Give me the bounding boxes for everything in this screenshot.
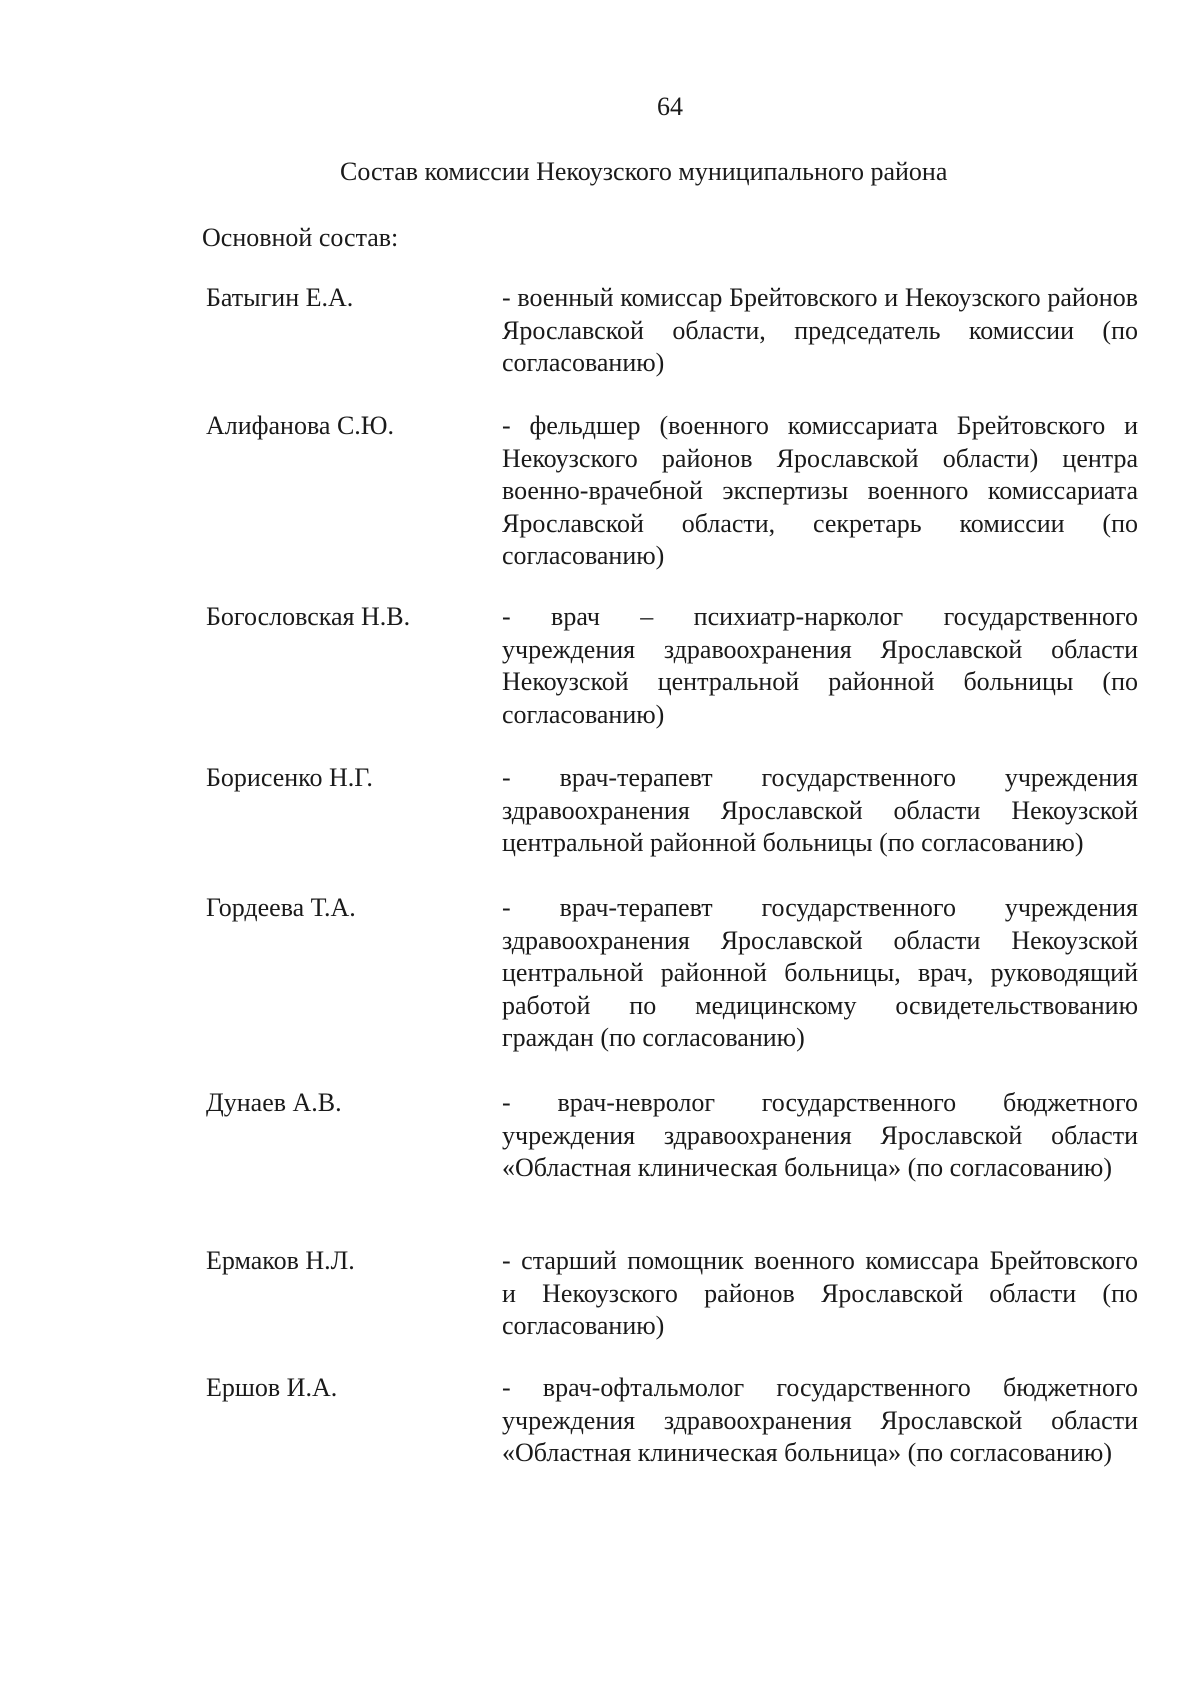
member-role: - врач-терапевт государственного учреждения здравоохранения Ярославской области Некоузской центральной районной больницы (по согласованию) xyxy=(502,763,1138,857)
member-name: Борисенко Н.Г. xyxy=(206,763,373,792)
member-name: Алифанова С.Ю. xyxy=(206,411,395,440)
member-role: - врач-невролог государственного бюджетного учреждения здравоохранения Ярославской области «Областная клиническая больница» (по согласованию) xyxy=(502,1088,1138,1182)
document-title: Состав комиссии Некоузского муниципального района xyxy=(340,157,948,186)
member-role: - врач-офтальмолог государственного бюджетного учреждения здравоохранения Ярославской области «Областная клиническая больница» (по согласованию) xyxy=(502,1373,1138,1467)
member-name: Гордеева Т.А. xyxy=(206,893,356,922)
member-role: - врач – психиатр-нарколог государственного учреждения здравоохранения Ярославской области Некоузской центральной районной больницы (по согласованию) xyxy=(502,602,1138,729)
section-label: Основной состав: xyxy=(202,223,399,252)
member-name: Ершов И.А. xyxy=(206,1373,338,1402)
member-role: - врач-терапевт государственного учреждения здравоохранения Ярославской области Некоузской центральной районной больницы, врач, руководящий работой по медицинскому освидетельствованию граждан (по согласованию) xyxy=(502,893,1138,1052)
member-role: - фельдшер (военного комиссариата Брейтовского и Некоузского районов Ярославской области) центра военно-врачебной экспертизы военного комиссариата Ярославской области, секретарь комиссии (по согласованию) xyxy=(502,411,1138,570)
member-role: - старший помощник военного комиссара Брейтовского и Некоузского районов Ярославской области (по согласованию) xyxy=(502,1246,1138,1340)
member-name: Батыгин Е.А. xyxy=(206,283,354,312)
page-number: 64 xyxy=(657,92,683,121)
member-role: - военный комиссар Брейтовского и Некоузского районов Ярославской области, председатель комиссии (по согласованию) xyxy=(502,283,1138,377)
member-name: Ермаков Н.Л. xyxy=(206,1246,355,1275)
member-name: Богословская Н.В. xyxy=(206,602,411,631)
member-name: Дунаев А.В. xyxy=(206,1088,342,1117)
